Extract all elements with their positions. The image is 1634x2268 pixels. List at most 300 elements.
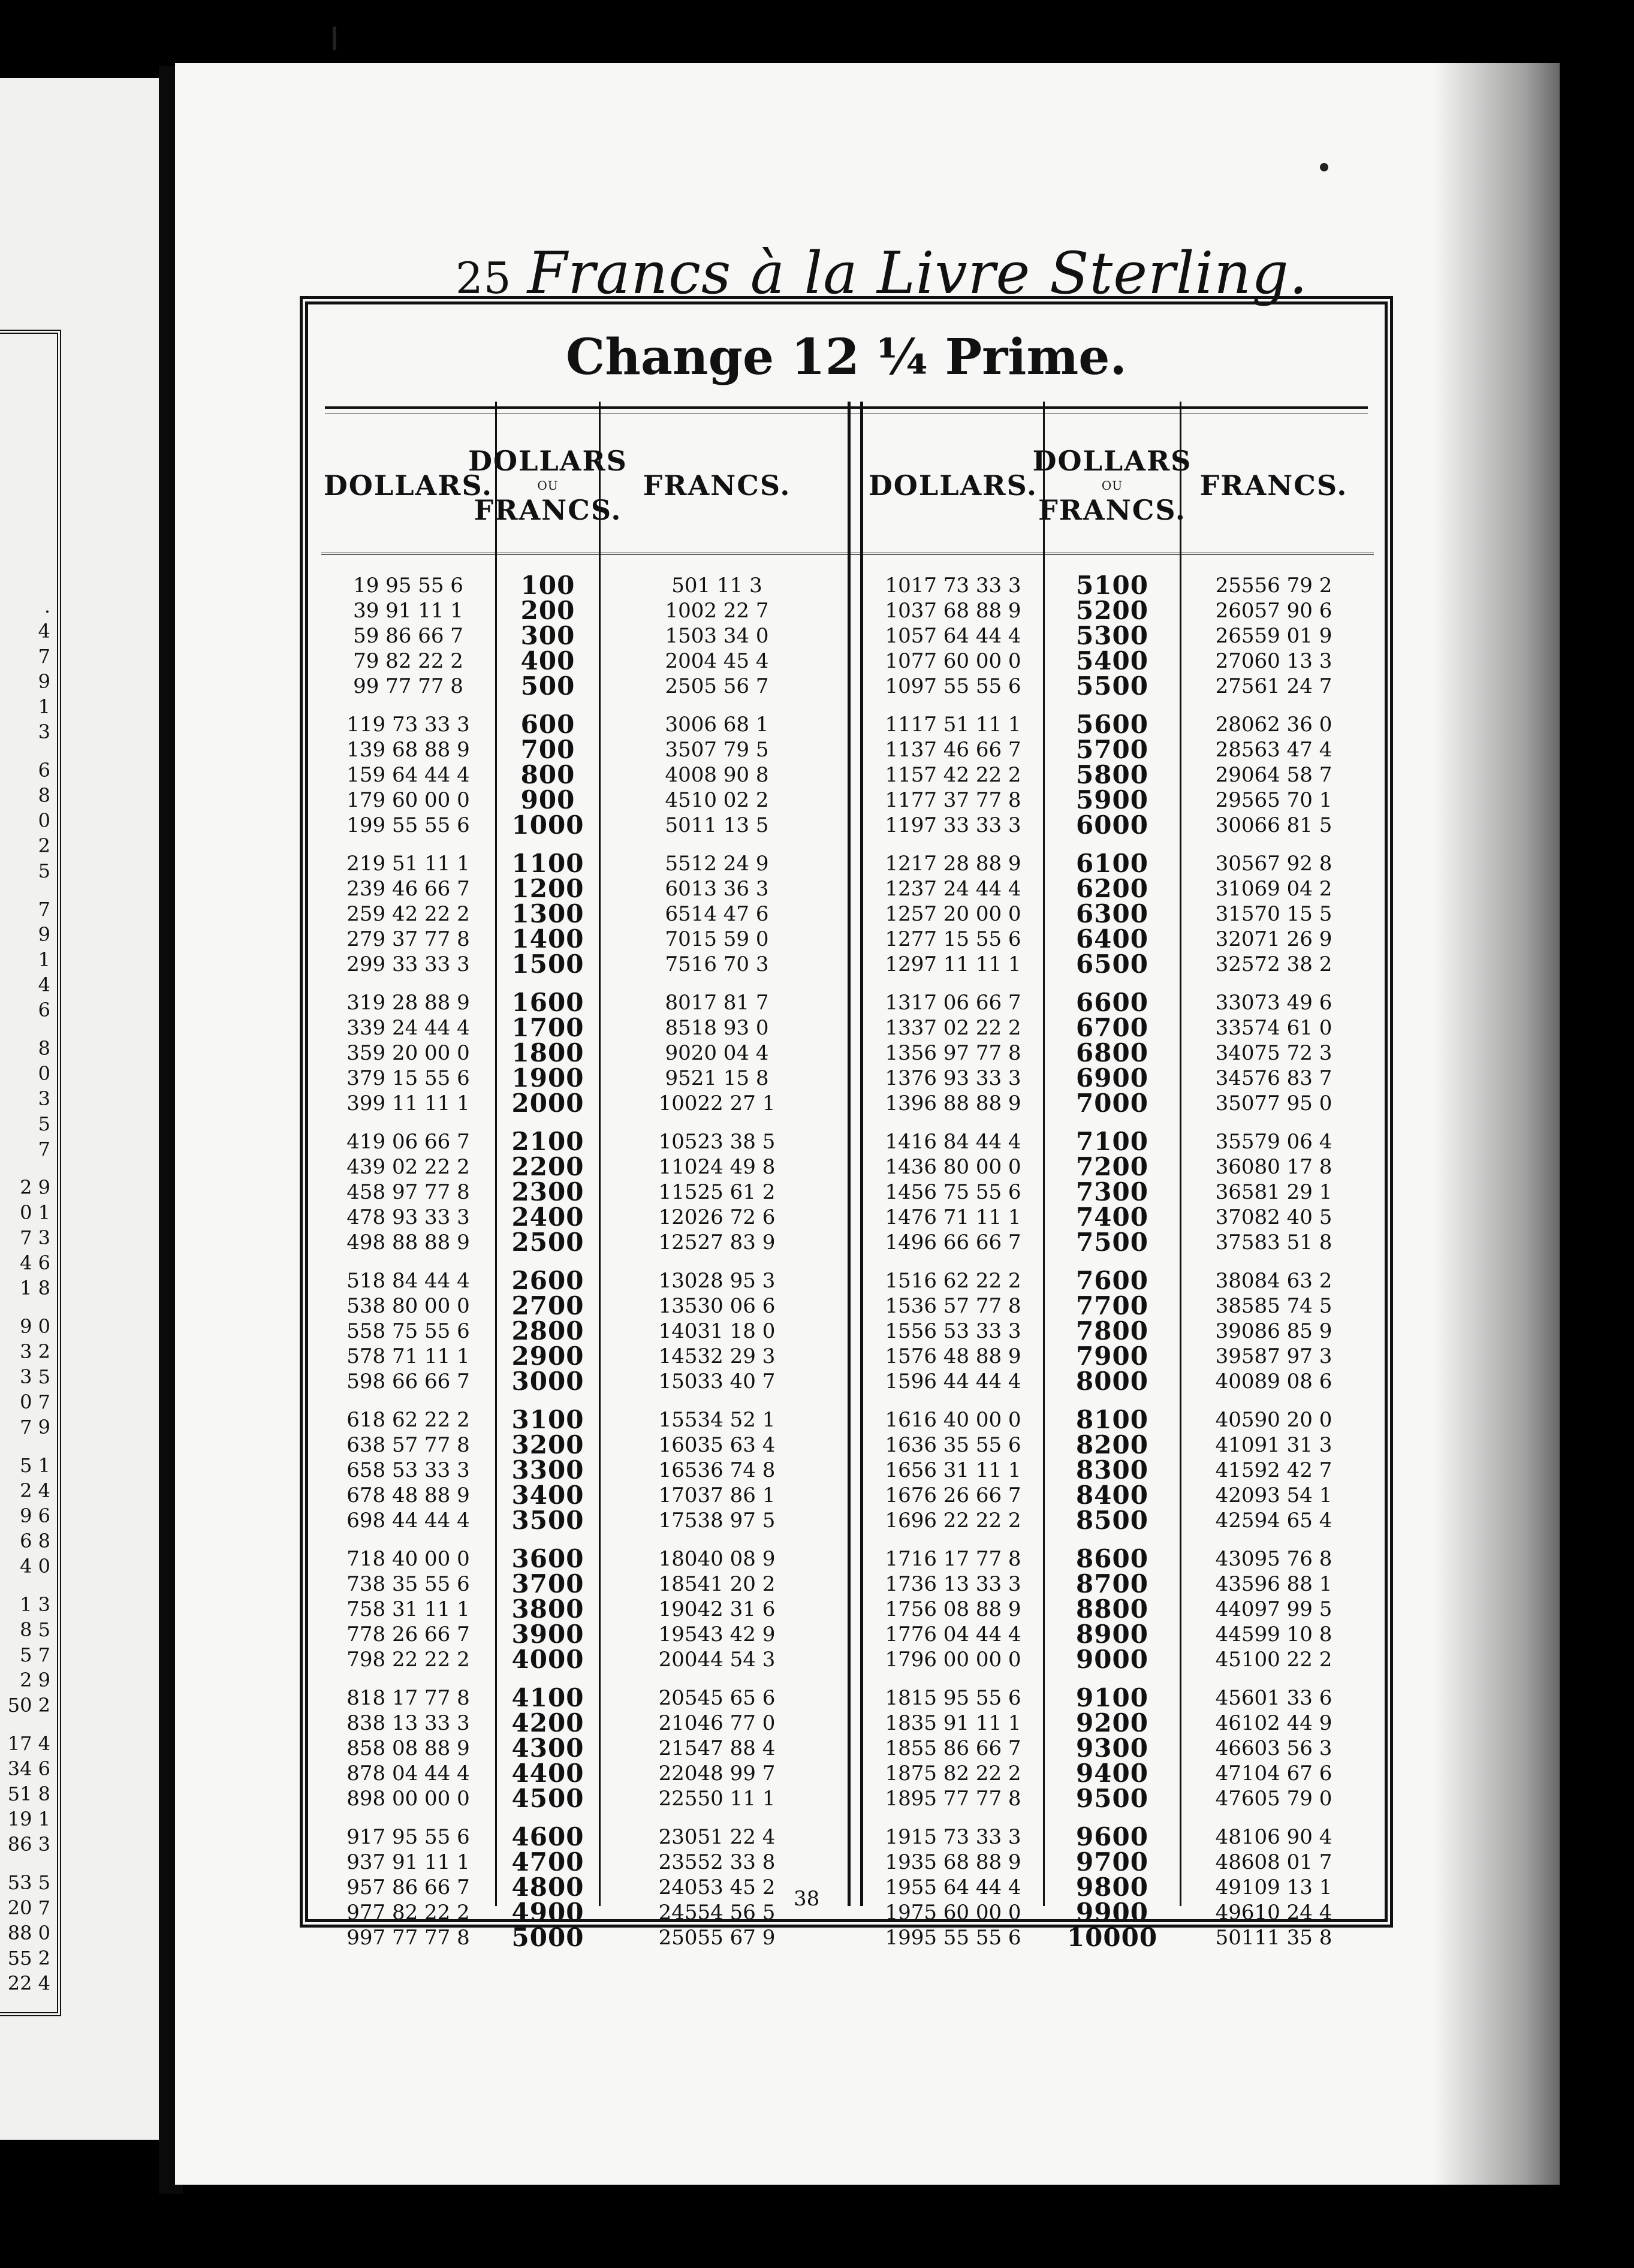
amount-cell: 10000: [1066, 1923, 1158, 1952]
column-francs: [1178, 402, 1370, 1950]
amount-cell: 700: [520, 735, 575, 764]
left-fragment-cell: 5: [38, 859, 50, 882]
amount-cell: 6400: [1076, 924, 1148, 954]
left-fragment-cell: 2 9: [20, 1176, 50, 1199]
dollars-cell: 1416 84 44 4: [885, 1130, 1021, 1154]
dollars-cell: 957 86 66 7: [346, 1875, 470, 1899]
amount-cell: 7200: [1076, 1152, 1148, 1181]
francs-cell: 17538 97 5: [658, 1509, 776, 1533]
dollars-cell: 878 04 44 4: [346, 1762, 470, 1786]
dollars-cell: 1756 08 88 9: [885, 1597, 1021, 1621]
amount-cell: 4400: [511, 1759, 584, 1788]
column-rows-units: [1045, 573, 1180, 1964]
dollars-cell: 518 84 44 4: [346, 1269, 470, 1293]
left-fragment-cell: 50 2: [7, 1694, 50, 1717]
francs-cell: 3006 68 1: [665, 713, 769, 737]
left-fragment-cell: 2: [38, 834, 50, 857]
francs-cell: 25556 79 2: [1215, 574, 1332, 598]
francs-cell: 41592 42 7: [1215, 1458, 1332, 1482]
dollars-cell: 1636 35 55 6: [885, 1433, 1021, 1457]
dollars-cell: 1177 37 77 8: [885, 788, 1021, 812]
amount-cell: 2200: [511, 1152, 584, 1181]
row-group: [497, 1546, 599, 1672]
dollars-cell: 698 44 44 4: [346, 1509, 470, 1533]
dollars-cell: 997 77 77 8: [346, 1926, 470, 1950]
left-fragment-group: [0, 897, 54, 1023]
amount-cell: 7400: [1076, 1202, 1148, 1232]
amount-cell: 7100: [1076, 1127, 1148, 1156]
francs-cell: 29565 70 1: [1215, 788, 1332, 812]
dollars-cell: 439 02 22 2: [346, 1155, 470, 1179]
francs-cell: 33574 61 0: [1215, 1016, 1332, 1040]
left-fragment-cell: 3 5: [20, 1365, 50, 1388]
amount-cell: 800: [520, 760, 575, 789]
francs-cell: 9020 04 4: [665, 1041, 769, 1065]
dollars-cell: 478 93 33 3: [346, 1205, 470, 1229]
dollars-cell: 658 53 33 3: [346, 1458, 470, 1482]
francs-cell: 45100 22 2: [1215, 1648, 1332, 1672]
dollars-cell: 99 77 77 8: [353, 674, 463, 698]
left-page-fragment: [0, 78, 159, 2140]
column-dollars-ou-francs: [468, 402, 628, 1952]
amount-cell: 5600: [1076, 710, 1148, 739]
row-group: [321, 1685, 495, 1811]
header-francs-word: FRANCS.: [1038, 494, 1186, 526]
dollars-cell: 1995 55 55 6: [885, 1926, 1021, 1950]
amount-cell: 5900: [1076, 785, 1148, 815]
francs-cell: 18040 08 9: [658, 1547, 776, 1571]
dollars-cell: 1436 80 00 0: [885, 1155, 1021, 1179]
francs-cell: 6013 36 3: [665, 877, 769, 901]
column-francs: [597, 402, 837, 1950]
francs-cell: 1002 22 7: [665, 599, 769, 623]
dollars-cell: 1157 42 22 2: [885, 763, 1021, 787]
left-fragment-group: [0, 758, 54, 883]
row-group: [1178, 1685, 1370, 1811]
table-left-half: [321, 402, 849, 1952]
row-group: [1178, 712, 1370, 838]
amount-cell: 3600: [511, 1544, 584, 1573]
amount-cell: 1600: [511, 988, 584, 1017]
dollars-cell: 39 91 11 1: [353, 599, 463, 623]
amount-cell: 4900: [511, 1898, 584, 1927]
amount-cell: 500: [520, 671, 575, 701]
page-edge-shadow: [1433, 63, 1600, 2185]
francs-cell: 38585 74 5: [1215, 1294, 1332, 1318]
dollars-cell: 1955 64 44 4: [885, 1875, 1021, 1899]
left-fragment-cell: 4: [38, 973, 50, 996]
left-fragment-cell: 4: [38, 620, 50, 643]
left-fragment-group: [0, 1870, 54, 1996]
row-group: [1178, 1824, 1370, 1950]
left-fragment-cell: 7 9: [20, 1416, 50, 1438]
amount-cell: 2100: [511, 1127, 584, 1156]
row-group: [321, 990, 495, 1116]
left-fragment-group: [0, 1314, 54, 1440]
francs-cell: 24053 45 2: [658, 1875, 776, 1899]
francs-cell: 17037 86 1: [658, 1483, 776, 1507]
amount-cell: 4800: [511, 1872, 584, 1902]
dollars-cell: 1237 24 44 4: [885, 877, 1021, 901]
left-fragment-cell: .: [44, 595, 50, 617]
francs-cell: 5512 24 9: [665, 852, 769, 876]
francs-cell: 42093 54 1: [1215, 1483, 1332, 1507]
amount-cell: 7900: [1076, 1341, 1148, 1371]
dollars-cell: 678 48 88 9: [346, 1483, 470, 1507]
amount-cell: 1500: [511, 949, 584, 979]
dollars-cell: 718 40 00 0: [346, 1547, 470, 1571]
francs-cell: 22550 11 1: [658, 1787, 776, 1811]
dollars-cell: 59 86 66 7: [353, 624, 463, 648]
amount-cell: 2400: [511, 1202, 584, 1232]
francs-cell: 48608 01 7: [1215, 1850, 1332, 1874]
row-group: [497, 1824, 599, 1950]
column-header-francs: FRANCS.: [643, 469, 791, 502]
amount-cell: 9600: [1076, 1822, 1148, 1851]
dollars-cell: 818 17 77 8: [346, 1686, 470, 1710]
row-group: [1045, 573, 1180, 699]
francs-cell: 11024 49 8: [658, 1155, 776, 1179]
amount-cell: 8200: [1076, 1430, 1148, 1459]
column-header-francs: FRANCS.: [1199, 469, 1348, 502]
francs-cell: 39587 97 3: [1215, 1344, 1332, 1368]
amount-cell: 1300: [511, 899, 584, 928]
amount-cell: 9400: [1076, 1759, 1148, 1788]
francs-cell: 25055 67 9: [658, 1926, 776, 1950]
francs-cell: 37082 40 5: [1215, 1205, 1332, 1229]
dollars-cell: 1616 40 00 0: [885, 1408, 1021, 1432]
francs-cell: 34576 83 7: [1215, 1066, 1332, 1090]
row-group: [597, 1546, 837, 1672]
dollars-cell: 638 57 77 8: [346, 1433, 470, 1457]
amount-cell: 5800: [1076, 760, 1148, 789]
row-group: [597, 712, 837, 838]
left-fragment-cell: 55 2: [7, 1947, 50, 1970]
column-header-dollars: DOLLARS.: [323, 469, 493, 502]
francs-cell: 45601 33 6: [1215, 1686, 1332, 1710]
row-group: [321, 1546, 495, 1672]
francs-cell: 7516 70 3: [665, 952, 769, 976]
left-fragment-cell: 9: [38, 670, 50, 693]
row-group: [863, 1268, 1043, 1394]
amount-cell: 1700: [511, 1013, 584, 1042]
dollars-cell: 259 42 22 2: [346, 902, 470, 926]
left-fragment-cell: 3: [38, 1087, 50, 1110]
amount-cell: 4000: [511, 1645, 584, 1674]
amount-cell: 2300: [511, 1177, 584, 1207]
dollars-cell: 1277 15 55 6: [885, 927, 1021, 951]
dollars-cell: 838 13 33 3: [346, 1711, 470, 1735]
amount-cell: 3400: [511, 1480, 584, 1510]
left-fragment-cell: 5: [38, 1112, 50, 1135]
left-fragment-cell: 5 7: [20, 1643, 50, 1666]
amount-cell: 6300: [1076, 899, 1148, 928]
amount-cell: 9900: [1076, 1898, 1148, 1927]
row-group: [1045, 851, 1180, 977]
amount-cell: 7000: [1076, 1088, 1148, 1118]
row-group: [1178, 573, 1370, 699]
amount-cell: 8400: [1076, 1480, 1148, 1510]
francs-cell: 29064 58 7: [1215, 763, 1332, 787]
francs-cell: 39086 85 9: [1215, 1319, 1332, 1343]
dollars-cell: 937 91 11 1: [346, 1850, 470, 1874]
francs-cell: 4510 02 2: [665, 788, 769, 812]
dollars-cell: 538 80 00 0: [346, 1294, 470, 1318]
dollars-cell: 319 28 88 9: [346, 991, 470, 1015]
francs-cell: 32071 26 9: [1215, 927, 1332, 951]
left-fragment-cell: 51 8: [7, 1783, 50, 1805]
left-fragment-cell: 4 6: [20, 1251, 50, 1274]
dollars-cell: 1975 60 00 0: [885, 1901, 1021, 1925]
dollars-cell: 359 20 00 0: [346, 1041, 470, 1065]
francs-cell: 49610 24 4: [1215, 1901, 1332, 1925]
dollars-cell: 1097 55 55 6: [885, 674, 1021, 698]
francs-cell: 26057 90 6: [1215, 599, 1332, 623]
francs-cell: 13530 06 6: [658, 1294, 776, 1318]
francs-cell: 13028 95 3: [658, 1269, 776, 1293]
francs-cell: 46102 44 9: [1215, 1711, 1332, 1735]
column-rows-dollars: [321, 573, 495, 1964]
dollars-cell: 1835 91 11 1: [885, 1711, 1021, 1735]
francs-cell: 43596 88 1: [1215, 1572, 1332, 1596]
francs-cell: 48106 90 4: [1215, 1825, 1332, 1849]
amount-cell: 8600: [1076, 1544, 1148, 1573]
left-fragment-cell: 9 0: [20, 1315, 50, 1338]
dollars-cell: 1736 13 33 3: [885, 1572, 1021, 1596]
amount-cell: 6800: [1076, 1038, 1148, 1067]
amount-cell: 4100: [511, 1683, 584, 1712]
amount-cell: 6600: [1076, 988, 1148, 1017]
francs-cell: 35579 06 4: [1215, 1130, 1332, 1154]
amount-cell: 1800: [511, 1038, 584, 1067]
dollars-cell: 458 97 77 8: [346, 1180, 470, 1204]
page-number: 38: [794, 1887, 820, 1911]
amount-cell: 9300: [1076, 1733, 1148, 1763]
amount-cell: 4300: [511, 1733, 584, 1763]
amount-cell: 7700: [1076, 1291, 1148, 1320]
dollars-cell: 1197 33 33 3: [885, 813, 1021, 837]
francs-cell: 37583 51 8: [1215, 1230, 1332, 1254]
francs-cell: 35077 95 0: [1215, 1091, 1332, 1115]
amount-cell: 5500: [1076, 671, 1148, 701]
dollars-cell: 1855 86 66 7: [885, 1736, 1021, 1760]
left-fragment-cell: 4 0: [20, 1555, 50, 1578]
row-group: [863, 1546, 1043, 1672]
row-group: [497, 1407, 599, 1533]
dollars-cell: 1337 02 22 2: [885, 1016, 1021, 1040]
amount-cell: 7500: [1076, 1228, 1148, 1257]
francs-cell: 44599 10 8: [1215, 1622, 1332, 1646]
column-header-dollars-ou-francs: [468, 426, 628, 545]
row-group: [597, 990, 837, 1116]
amount-cell: 6900: [1076, 1063, 1148, 1093]
amount-cell: 4700: [511, 1847, 584, 1877]
dollars-cell: 399 11 11 1: [346, 1091, 470, 1115]
amount-cell: 3900: [511, 1619, 584, 1649]
amount-cell: 8300: [1076, 1455, 1148, 1485]
amount-cell: 2000: [511, 1088, 584, 1118]
row-group: [321, 573, 495, 699]
francs-cell: 41091 31 3: [1215, 1433, 1332, 1457]
dollars-cell: 1456 75 55 6: [885, 1180, 1021, 1204]
row-group: [863, 851, 1043, 977]
dollars-cell: 1117 51 11 1: [885, 713, 1021, 737]
dollars-cell: 1895 77 77 8: [885, 1787, 1021, 1811]
dollars-cell: 1696 22 22 2: [885, 1509, 1021, 1533]
header-dollars-word: DOLLARS: [468, 445, 628, 477]
column-header-dollars: DOLLARS.: [868, 469, 1038, 502]
dollars-cell: 179 60 00 0: [346, 788, 470, 812]
francs-cell: 30567 92 8: [1215, 852, 1332, 876]
exchange-table-frame: [300, 296, 1393, 1952]
row-group: [497, 1268, 599, 1394]
amount-cell: 8800: [1076, 1594, 1148, 1624]
amount-cell: 2500: [511, 1228, 584, 1257]
left-fragment-cell: 6 8: [20, 1530, 50, 1552]
dollars-cell: 1297 11 11 1: [885, 952, 1021, 976]
francs-cell: 31570 15 5: [1215, 902, 1332, 926]
francs-cell: 21547 88 4: [658, 1736, 776, 1760]
amount-cell: 9700: [1076, 1847, 1148, 1877]
amount-cell: 9100: [1076, 1683, 1148, 1712]
row-group: [1178, 1268, 1370, 1394]
francs-cell: 12026 72 6: [658, 1205, 776, 1229]
francs-cell: 7015 59 0: [665, 927, 769, 951]
left-fragment-cell: 0: [38, 1062, 50, 1085]
left-fragment-cell: 8: [38, 784, 50, 807]
dollars-cell: 159 64 44 4: [346, 763, 470, 787]
left-fragment-cell: 19 1: [7, 1808, 50, 1830]
dollars-cell: 917 95 55 6: [346, 1825, 470, 1849]
dollars-cell: 618 62 22 2: [346, 1408, 470, 1432]
dollars-cell: 139 68 88 9: [346, 738, 470, 762]
left-fragment-group: [0, 1453, 54, 1579]
ink-mark: [333, 26, 336, 50]
amount-cell: 5100: [1076, 571, 1148, 600]
dollars-cell: 1656 31 11 1: [885, 1458, 1021, 1482]
francs-cell: 1503 34 0: [665, 624, 769, 648]
dollars-cell: 419 06 66 7: [346, 1130, 470, 1154]
row-group: [1045, 1407, 1180, 1533]
amount-cell: 6200: [1076, 874, 1148, 903]
dollars-cell: 199 55 55 6: [346, 813, 470, 837]
dollars-cell: 1217 28 88 9: [885, 852, 1021, 876]
amount-cell: 5700: [1076, 735, 1148, 764]
row-group: [597, 1685, 837, 1811]
amount-cell: 9800: [1076, 1872, 1148, 1902]
row-group: [1045, 712, 1180, 838]
row-group: [1045, 1824, 1180, 1950]
left-fragment-cell: 7: [38, 898, 50, 921]
amount-cell: 7600: [1076, 1266, 1148, 1295]
amount-cell: 1100: [511, 849, 584, 878]
dollars-cell: 1596 44 44 4: [885, 1370, 1021, 1394]
dollars-cell: 977 82 22 2: [346, 1901, 470, 1925]
left-fragment-cell: 88 0: [7, 1922, 50, 1944]
francs-cell: 15534 52 1: [658, 1408, 776, 1432]
amount-cell: 200: [520, 596, 575, 625]
dollars-cell: 1496 66 66 7: [885, 1230, 1021, 1254]
francs-cell: 43095 76 8: [1215, 1547, 1332, 1571]
dollars-cell: 1716 17 77 8: [885, 1547, 1021, 1571]
amount-cell: 1200: [511, 874, 584, 903]
amount-cell: 5400: [1076, 646, 1148, 675]
amount-cell: 8000: [1076, 1367, 1148, 1396]
row-group: [321, 1824, 495, 1950]
dollars-cell: 219 51 11 1: [346, 852, 470, 876]
dollars-cell: 1017 73 33 3: [885, 574, 1021, 598]
amount-cell: 3100: [511, 1405, 584, 1434]
amount-cell: 600: [520, 710, 575, 739]
header-rule: [850, 553, 1374, 555]
row-group: [863, 1129, 1043, 1255]
dollars-cell: 558 75 55 6: [346, 1319, 470, 1343]
left-fragment-cell: 8: [38, 1037, 50, 1060]
row-group: [597, 1129, 837, 1255]
left-fragment-cell: 20 7: [7, 1896, 50, 1919]
francs-cell: 47605 79 0: [1215, 1787, 1332, 1811]
francs-cell: 10523 38 5: [658, 1130, 776, 1154]
francs-cell: 12527 83 9: [658, 1230, 776, 1254]
amount-cell: 9000: [1076, 1645, 1148, 1674]
dollars-cell: 1257 20 00 0: [885, 902, 1021, 926]
francs-cell: 47104 67 6: [1215, 1762, 1332, 1786]
left-fragment-cell: 34 6: [7, 1757, 50, 1780]
row-group: [321, 1268, 495, 1394]
dollars-cell: 798 22 22 2: [346, 1648, 470, 1672]
dollars-cell: 1396 88 88 9: [885, 1091, 1021, 1115]
row-group: [497, 851, 599, 977]
row-group: [1045, 1546, 1180, 1672]
row-group: [863, 1407, 1043, 1533]
row-group: [597, 851, 837, 977]
row-group: [321, 712, 495, 838]
amount-cell: 7800: [1076, 1316, 1148, 1346]
dollars-cell: 578 71 11 1: [346, 1344, 470, 1368]
francs-cell: 28062 36 0: [1215, 713, 1332, 737]
amount-cell: 8500: [1076, 1506, 1148, 1535]
row-group: [321, 1407, 495, 1533]
francs-cell: 8017 81 7: [665, 991, 769, 1015]
francs-cell: 2505 56 7: [665, 674, 769, 698]
rate-number: 25: [456, 253, 512, 303]
amount-cell: 3300: [511, 1455, 584, 1485]
row-group: [1045, 990, 1180, 1116]
dollars-cell: 1676 26 66 7: [885, 1483, 1021, 1507]
francs-cell: 28563 47 4: [1215, 738, 1332, 762]
amount-cell: 4600: [511, 1822, 584, 1851]
dollars-cell: 299 33 33 3: [346, 952, 470, 976]
column-dollars: [321, 402, 495, 1950]
dollars-cell: 79 82 22 2: [353, 649, 463, 673]
left-fragment-group: [0, 593, 54, 744]
amount-cell: 5200: [1076, 596, 1148, 625]
amount-cell: 6700: [1076, 1013, 1148, 1042]
francs-cell: 14532 29 3: [658, 1344, 776, 1368]
dollars-cell: 738 35 55 6: [346, 1572, 470, 1596]
francs-cell: 10022 27 1: [658, 1091, 776, 1115]
row-group: [863, 1685, 1043, 1811]
francs-cell: 16035 63 4: [658, 1433, 776, 1457]
dollars-cell: 1556 53 33 3: [885, 1319, 1021, 1343]
column-dollars-ou-francs: [1032, 402, 1192, 1952]
left-fragment-cell: 9 6: [20, 1504, 50, 1527]
dollars-cell: 758 31 11 1: [346, 1597, 470, 1621]
francs-cell: 49109 13 1: [1215, 1875, 1332, 1899]
amount-cell: 4200: [511, 1708, 584, 1738]
amount-cell: 7300: [1076, 1177, 1148, 1207]
francs-cell: 36581 29 1: [1215, 1180, 1332, 1204]
